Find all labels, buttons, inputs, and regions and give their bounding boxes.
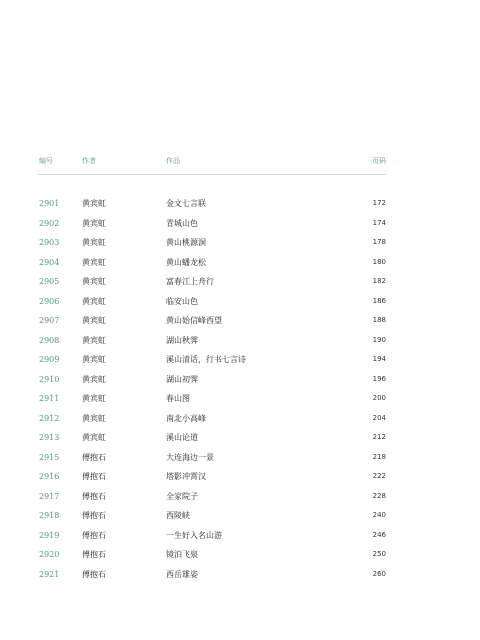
table-row	[0, 565, 480, 585]
entry-number: 2901	[39, 199, 60, 208]
entry-author: 黄宾虹	[82, 433, 106, 442]
entry-work-title: 塔影冲霄汉	[166, 472, 206, 481]
entry-page-number: 194	[372, 355, 386, 363]
table-row	[0, 487, 480, 507]
entry-page-number: 246	[372, 530, 386, 539]
entry-work-title: 富春江上舟行	[166, 277, 214, 286]
table-row	[0, 506, 480, 526]
entry-page-number: 190	[372, 335, 386, 344]
entry-number: 2907	[39, 316, 60, 325]
entry-author: 黄宾虹	[82, 218, 106, 228]
entry-work-title: 黄山始信峰西望	[166, 316, 222, 325]
header-work: 作品	[166, 157, 180, 165]
entry-work-title: 黄山桃源洞	[166, 238, 206, 247]
table-row	[0, 370, 480, 390]
entry-author: 黄宾虹	[82, 238, 106, 247]
entry-author: 黄宾虹	[82, 355, 106, 364]
header-page: 页码	[372, 157, 386, 165]
entry-page-number: 250	[372, 550, 386, 558]
entry-page-number: 260	[372, 569, 386, 578]
entry-page-number: 182	[372, 277, 386, 285]
table-row	[0, 409, 480, 429]
entry-page-number: 228	[372, 491, 386, 500]
entry-number: 2905	[39, 277, 60, 286]
entry-work-title: 临安山色	[166, 296, 198, 306]
entry-number: 2918	[39, 511, 60, 520]
entry-page-number: 218	[372, 452, 386, 461]
table-row	[0, 292, 480, 312]
entry-author: 黄宾虹	[82, 394, 106, 403]
entry-page-number: 204	[372, 413, 386, 422]
entry-page-number: 172	[372, 199, 386, 207]
table-row	[0, 194, 480, 214]
entry-author: 傅抱石	[82, 452, 106, 462]
table-row	[0, 428, 480, 448]
entry-author: 黄宾虹	[82, 277, 106, 286]
entry-work-title: 溪山清话，行书七言诗	[166, 355, 246, 364]
header-author: 作者	[82, 157, 96, 165]
entry-number: 2920	[39, 550, 60, 559]
table-row	[0, 526, 480, 546]
entry-number: 2919	[39, 530, 60, 540]
index-table-body	[0, 194, 480, 584]
entry-work-title: 春山图	[166, 394, 190, 403]
entry-author: 傅抱石	[82, 550, 106, 559]
table-row	[0, 311, 480, 331]
table-row	[0, 272, 480, 292]
entry-author: 黄宾虹	[82, 413, 106, 423]
entry-number: 2909	[39, 355, 60, 364]
table-header	[0, 154, 480, 168]
entry-work-title: 全家院子	[166, 491, 198, 501]
entry-page-number: 186	[372, 296, 386, 305]
entry-page-number: 200	[372, 394, 386, 402]
entry-work-title: 西岳雄姿	[166, 569, 198, 579]
entry-author: 黄宾虹	[82, 316, 106, 325]
entry-work-title: 溪山论道	[166, 433, 198, 442]
entry-number: 2904	[39, 257, 60, 267]
entry-number: 2903	[39, 238, 60, 247]
entry-number: 2913	[39, 433, 60, 442]
entry-author: 黄宾虹	[82, 296, 106, 306]
entry-number: 2916	[39, 472, 60, 481]
entry-number: 2902	[39, 218, 60, 228]
table-row	[0, 350, 480, 370]
header-number: 编号	[39, 157, 53, 165]
entry-work-title: 镜泊飞泉	[166, 550, 198, 559]
entry-work-title: 一生好入名山游	[166, 530, 222, 540]
table-row	[0, 467, 480, 487]
entry-author: 黄宾虹	[82, 257, 106, 267]
entry-work-title: 大连海边一景	[166, 452, 214, 462]
entry-page-number: 178	[372, 238, 386, 246]
entry-work-title: 青城山色	[166, 218, 198, 228]
entry-number: 2921	[39, 569, 60, 579]
entry-page-number: 212	[372, 433, 386, 441]
entry-author: 傅抱石	[82, 530, 106, 540]
entry-work-title: 湖山秋霁	[166, 335, 198, 345]
entry-number: 2917	[39, 491, 60, 501]
entry-number: 2912	[39, 413, 60, 423]
entry-page-number: 196	[372, 374, 386, 383]
entry-number: 2910	[39, 374, 60, 384]
table-row	[0, 253, 480, 273]
entry-work-title: 金文七言联	[166, 199, 206, 208]
table-row	[0, 214, 480, 234]
entry-author: 黄宾虹	[82, 199, 106, 208]
entry-work-title: 黄山蟠龙松	[166, 257, 206, 267]
entry-author: 傅抱石	[82, 472, 106, 481]
entry-number: 2908	[39, 335, 60, 345]
header-divider	[38, 174, 386, 175]
entry-number: 2906	[39, 296, 60, 306]
entry-page-number: 240	[372, 511, 386, 519]
entry-author: 傅抱石	[82, 511, 106, 520]
table-row	[0, 389, 480, 409]
entry-page-number: 180	[372, 257, 386, 266]
entry-number: 2915	[39, 452, 60, 462]
table-row	[0, 448, 480, 468]
entry-author: 傅抱石	[82, 569, 106, 579]
entry-author: 傅抱石	[82, 491, 106, 501]
entry-number: 2911	[39, 394, 60, 403]
table-row	[0, 233, 480, 253]
entry-work-title: 湖山初霁	[166, 374, 198, 384]
entry-page-number: 174	[372, 218, 386, 227]
entry-page-number: 222	[372, 472, 386, 480]
table-row	[0, 331, 480, 351]
entry-author: 黄宾虹	[82, 374, 106, 384]
entry-work-title: 西陵峡	[166, 511, 190, 520]
entry-page-number: 188	[372, 316, 386, 324]
table-row	[0, 545, 480, 565]
entry-work-title: 南北小高峰	[166, 413, 206, 423]
entry-author: 黄宾虹	[82, 335, 106, 345]
